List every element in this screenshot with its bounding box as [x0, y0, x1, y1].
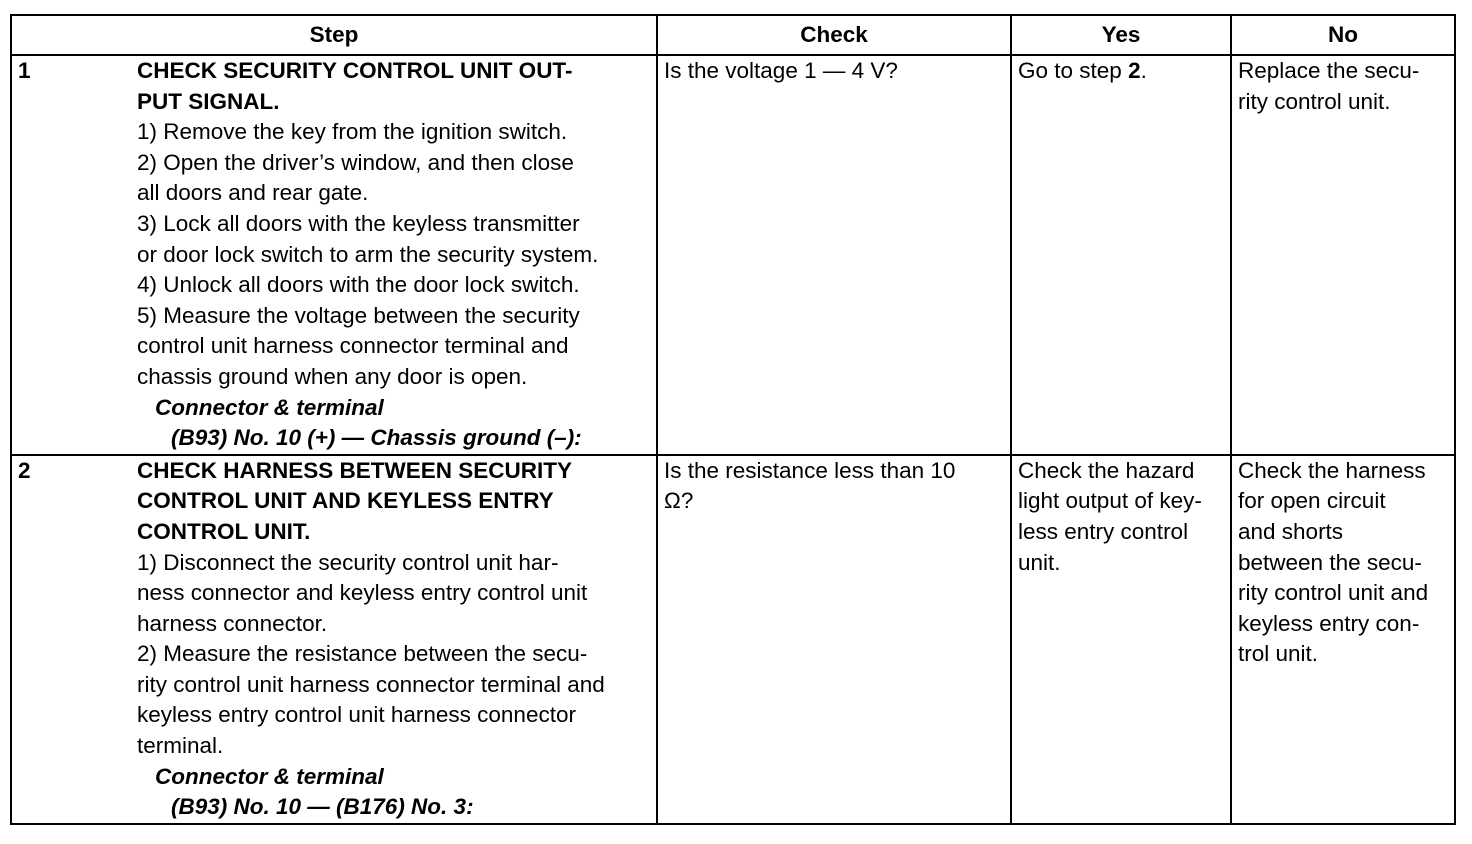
yes-line: less entry control: [1018, 518, 1189, 544]
header-row: [11, 15, 1455, 55]
yes-line: Check the hazard: [1018, 457, 1195, 483]
no-line: and shorts: [1238, 518, 1344, 544]
instruction-line: terminal.: [137, 733, 224, 759]
step-cell: [11, 455, 657, 824]
connector-label: Connector & terminal: [155, 763, 384, 789]
yes-suffix: .: [1140, 58, 1147, 83]
header-check: Check: [657, 15, 1011, 55]
instruction-line: control unit harness connector terminal and: [137, 333, 569, 359]
no-line: Check the harness: [1238, 457, 1426, 483]
yes-line: light output of key-: [1018, 488, 1202, 514]
instruction-line: or door lock switch to arm the security system.: [137, 241, 599, 267]
header-step: Step: [11, 15, 657, 55]
yes-cell: [1011, 455, 1231, 824]
step-title-line: CHECK HARNESS BETWEEN SECURITY: [137, 457, 573, 483]
check-cell: [657, 55, 1011, 455]
instruction-line: chassis ground when any door is open.: [137, 363, 528, 389]
step-number: 2: [18, 457, 31, 483]
no-line: Replace the secu-: [1238, 58, 1420, 83]
yes-cell: [1011, 55, 1231, 455]
step-body: [137, 56, 656, 454]
no-line: rity control unit and: [1238, 580, 1429, 606]
step-title-line: CONTROL UNIT AND KEYLESS ENTRY: [137, 488, 554, 514]
instruction-line: all doors and rear gate.: [137, 180, 369, 206]
no-line: keyless entry con-: [1238, 610, 1420, 636]
yes-prefix: Go to step: [1018, 58, 1129, 83]
check-text: Is the voltage 1 — 4 V?: [664, 58, 898, 83]
yes-line: unit.: [1018, 549, 1061, 575]
check-cell: [657, 455, 1011, 824]
instruction-line: harness connector.: [137, 610, 328, 636]
yes-step-link: 2: [1128, 58, 1141, 83]
step-title-line: PUT SIGNAL.: [137, 88, 280, 114]
header-yes: Yes: [1011, 15, 1231, 55]
no-line: trol unit.: [1238, 641, 1319, 667]
step-cell: [11, 55, 657, 455]
table-row: [11, 55, 1455, 455]
instruction-line: 3) Lock all doors with the keyless transmitter: [137, 210, 580, 236]
check-line: Ω?: [664, 488, 694, 514]
yes-text: [1018, 56, 1230, 87]
no-line: between the secu-: [1238, 549, 1422, 575]
instruction-line: 2) Open the driver’s window, and then close: [137, 149, 574, 175]
no-cell: [1231, 455, 1455, 824]
instruction-line: rity control unit harness connector terminal and: [137, 671, 605, 697]
instruction-line: ness connector and keyless entry control unit: [137, 580, 588, 606]
step-body: [137, 456, 656, 823]
connector-value: (B93) No. 10 — (B176) No. 3:: [171, 794, 474, 820]
connector-label: Connector & terminal: [155, 394, 384, 420]
instruction-line: 4) Unlock all doors with the door lock switch.: [137, 272, 580, 298]
no-line: rity control unit.: [1238, 88, 1391, 114]
no-cell: [1231, 55, 1455, 455]
no-line: for open circuit: [1238, 488, 1386, 514]
check-line: Is the resistance less than 10: [664, 457, 956, 483]
header-no: No: [1231, 15, 1455, 55]
step-title-line: CHECK SECURITY CONTROL UNIT OUT-: [137, 58, 573, 83]
instruction-line: 5) Measure the voltage between the security: [137, 302, 580, 328]
step-title-line: CONTROL UNIT.: [137, 518, 311, 544]
instruction-line: 1) Disconnect the security control unit har-: [137, 549, 559, 575]
table-row: [11, 455, 1455, 824]
step-number: 1: [18, 58, 31, 83]
connector-value: (B93) No. 10 (+) — Chassis ground (–):: [171, 425, 582, 451]
instruction-line: 1) Remove the key from the ignition switch.: [137, 119, 568, 145]
diagnostic-table: [10, 14, 1456, 825]
instruction-line: 2) Measure the resistance between the secu-: [137, 641, 588, 667]
instruction-line: keyless entry control unit harness connector: [137, 702, 576, 728]
